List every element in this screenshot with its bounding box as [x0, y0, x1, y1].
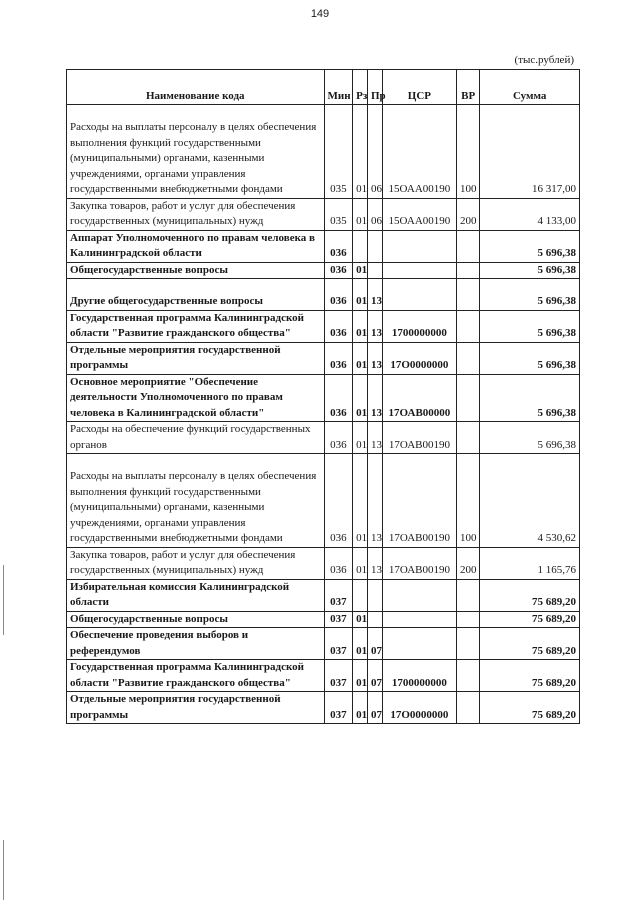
cell-vr [457, 692, 480, 724]
cell-csr [382, 279, 456, 311]
cell-rz: 01 [353, 374, 368, 422]
cell-pr: 06 [367, 198, 382, 230]
cell-name: Основное мероприятие "Обеспечение деятельности Уполномоченного по правам человека в Калининградской области" [67, 374, 325, 422]
cell-csr: 17ОАВ00190 [382, 454, 456, 548]
cell-sum: 75 689,20 [480, 692, 580, 724]
cell-pr: 13 [367, 342, 382, 374]
cell-min: 035 [324, 198, 353, 230]
cell-rz: 01 [353, 692, 368, 724]
cell-name: Общегосударственные вопросы [67, 611, 325, 628]
cell-csr: 1700000000 [382, 660, 456, 692]
cell-rz: 01 [353, 105, 368, 199]
cell-sum: 75 689,20 [480, 628, 580, 660]
header-rz: Рз [353, 70, 368, 105]
cell-csr: 1700000000 [382, 310, 456, 342]
table-row [67, 579, 580, 611]
cell-pr: 13 [367, 310, 382, 342]
cell-vr: 200 [457, 198, 480, 230]
page-number: 149 [310, 8, 330, 20]
cell-vr [457, 310, 480, 342]
cell-sum: 5 696,38 [480, 279, 580, 311]
cell-pr: 06 [367, 105, 382, 199]
cell-rz: 01 [353, 454, 368, 548]
cell-csr: 17О0000000 [382, 342, 456, 374]
cell-min: 037 [324, 660, 353, 692]
cell-pr [367, 579, 382, 611]
cell-sum: 5 696,38 [480, 422, 580, 454]
cell-vr: 100 [457, 105, 480, 199]
budget-table [66, 69, 580, 724]
cell-vr [457, 342, 480, 374]
cell-pr: 13 [367, 279, 382, 311]
cell-sum: 16 317,00 [480, 105, 580, 199]
cell-min: 035 [324, 105, 353, 199]
cell-name: Расходы на обеспечение функций государственных органов [67, 422, 325, 454]
cell-rz [353, 230, 368, 262]
cell-rz [353, 579, 368, 611]
cell-min: 036 [324, 310, 353, 342]
table-row [67, 611, 580, 628]
table-header-row [67, 70, 580, 105]
cell-sum: 5 696,38 [480, 374, 580, 422]
cell-vr [457, 579, 480, 611]
cell-name: Другие общегосударственные вопросы [67, 279, 325, 311]
cell-name: Государственная программа Калининградской области "Развитие гражданского общества" [67, 660, 325, 692]
cell-min: 037 [324, 611, 353, 628]
cell-min: 037 [324, 692, 353, 724]
header-name: Наименование кода [67, 70, 325, 105]
cell-vr [457, 279, 480, 311]
cell-vr [457, 262, 480, 279]
cell-sum: 75 689,20 [480, 579, 580, 611]
cell-vr [457, 422, 480, 454]
cell-min: 036 [324, 279, 353, 311]
cell-name: Государственная программа Калининградской области "Развитие гражданского общества" [67, 310, 325, 342]
cell-sum: 5 696,38 [480, 262, 580, 279]
cell-sum: 4 530,62 [480, 454, 580, 548]
cell-csr [382, 579, 456, 611]
cell-vr [457, 230, 480, 262]
cell-csr [382, 611, 456, 628]
cell-sum: 5 696,38 [480, 230, 580, 262]
table-row [67, 628, 580, 660]
cell-vr [457, 611, 480, 628]
table-row [67, 310, 580, 342]
cell-csr: 17ОАВ00000 [382, 374, 456, 422]
table-row [67, 374, 580, 422]
header-vr: ВР [457, 70, 480, 105]
cell-min: 036 [324, 230, 353, 262]
cell-csr: 17ОАВ00190 [382, 422, 456, 454]
cell-pr: 13 [367, 374, 382, 422]
cell-rz: 01 [353, 310, 368, 342]
cell-pr: 13 [367, 454, 382, 548]
cell-min: 036 [324, 374, 353, 422]
table-row [67, 230, 580, 262]
cell-sum: 75 689,20 [480, 611, 580, 628]
cell-min: 036 [324, 262, 353, 279]
table-row [67, 279, 580, 311]
scan-margin-mark [3, 840, 4, 900]
cell-csr [382, 628, 456, 660]
cell-pr: 07 [367, 628, 382, 660]
table-row [67, 547, 580, 579]
cell-name: Обеспечение проведения выборов и референдумов [67, 628, 325, 660]
table-row [67, 105, 580, 199]
cell-min: 037 [324, 579, 353, 611]
cell-csr [382, 230, 456, 262]
cell-rz: 01 [353, 422, 368, 454]
cell-pr [367, 230, 382, 262]
cell-pr [367, 611, 382, 628]
header-csr: ЦСР [382, 70, 456, 105]
table-row [67, 198, 580, 230]
cell-pr: 07 [367, 660, 382, 692]
cell-vr [457, 628, 480, 660]
table-row [67, 454, 580, 548]
cell-min: 036 [324, 342, 353, 374]
table-row [67, 692, 580, 724]
cell-name: Расходы на выплаты персоналу в целях обеспечения выполнения функций государственными (муниципальными) органами, казенными учреждениями, органами управления государственными внебюджетными фондами [67, 454, 325, 548]
cell-csr: 15ОАА00190 [382, 198, 456, 230]
cell-name: Отдельные мероприятия государственной программы [67, 342, 325, 374]
cell-min: 037 [324, 628, 353, 660]
cell-sum: 5 696,38 [480, 342, 580, 374]
table-row [67, 422, 580, 454]
cell-sum: 4 133,00 [480, 198, 580, 230]
cell-name: Общегосударственные вопросы [67, 262, 325, 279]
table-row [67, 342, 580, 374]
header-min: Мин [324, 70, 353, 105]
cell-name: Аппарат Уполномоченного по правам человека в Калининградской области [67, 230, 325, 262]
cell-name: Отдельные мероприятия государственной программы [67, 692, 325, 724]
cell-min: 036 [324, 547, 353, 579]
cell-rz: 01 [353, 262, 368, 279]
cell-name: Закупка товаров, работ и услуг для обеспечения государственных (муниципальных) нужд [67, 547, 325, 579]
cell-vr [457, 660, 480, 692]
cell-rz: 01 [353, 628, 368, 660]
cell-vr [457, 374, 480, 422]
header-sum: Сумма [480, 70, 580, 105]
table-row [67, 660, 580, 692]
cell-min: 036 [324, 422, 353, 454]
cell-vr: 100 [457, 454, 480, 548]
table-body [67, 105, 580, 724]
cell-sum: 1 165,76 [480, 547, 580, 579]
cell-pr [367, 262, 382, 279]
cell-rz: 01 [353, 660, 368, 692]
cell-pr: 13 [367, 547, 382, 579]
header-pr: Пр [367, 70, 382, 105]
unit-note: (тыс.рублей) [514, 54, 574, 66]
cell-rz: 01 [353, 279, 368, 311]
cell-csr: 17ОАВ00190 [382, 547, 456, 579]
cell-rz: 01 [353, 198, 368, 230]
scan-margin-mark [3, 565, 4, 635]
cell-pr: 13 [367, 422, 382, 454]
cell-name: Расходы на выплаты персоналу в целях обеспечения выполнения функций государственными (муниципальными) органами, казенными учреждениями, органами управления государственными внебюджетными фондами [67, 105, 325, 199]
cell-rz: 01 [353, 342, 368, 374]
cell-name: Закупка товаров, работ и услуг для обеспечения государственных (муниципальных) нужд [67, 198, 325, 230]
cell-rz: 01 [353, 547, 368, 579]
cell-sum: 75 689,20 [480, 660, 580, 692]
cell-pr: 07 [367, 692, 382, 724]
cell-sum: 5 696,38 [480, 310, 580, 342]
cell-csr [382, 262, 456, 279]
cell-rz: 01 [353, 611, 368, 628]
cell-csr: 17О0000000 [382, 692, 456, 724]
table-row [67, 262, 580, 279]
cell-csr: 15ОАА00190 [382, 105, 456, 199]
cell-min: 036 [324, 454, 353, 548]
cell-vr: 200 [457, 547, 480, 579]
cell-name: Избирательная комиссия Калининградской области [67, 579, 325, 611]
